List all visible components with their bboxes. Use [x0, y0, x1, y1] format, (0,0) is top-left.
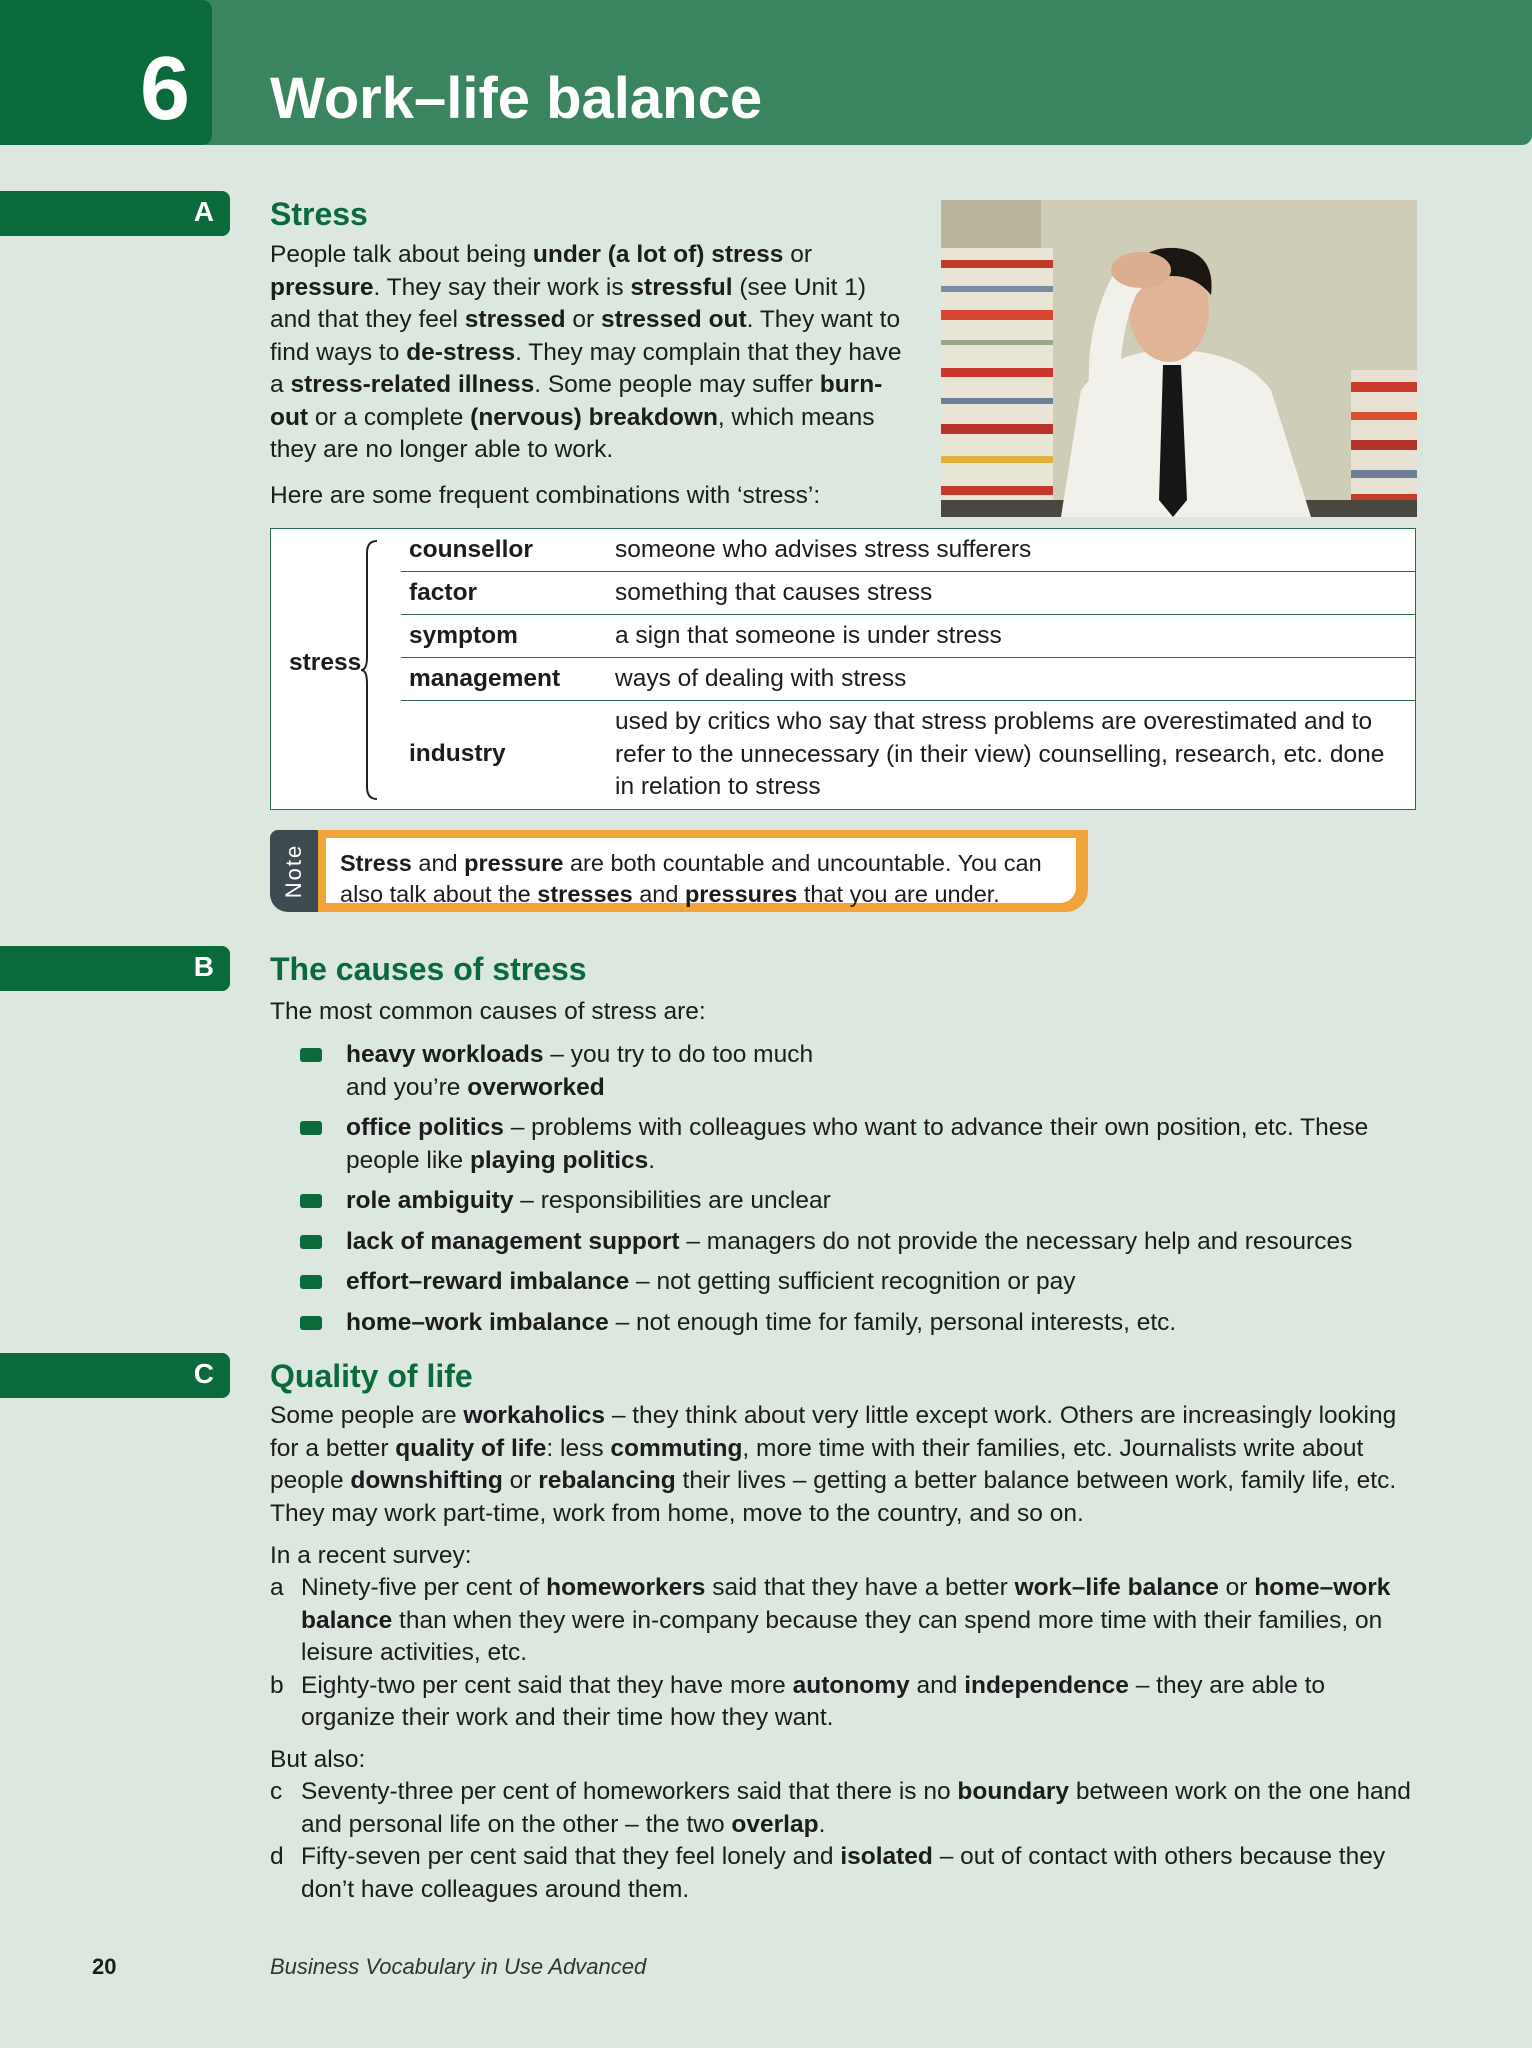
list-item: [300, 1226, 1420, 1259]
list-letter: b: [270, 1671, 284, 1699]
list-item-text: Fifty-seven per cent said that they feel lonely and isolated – out of contact with others because they don’t have colleagues around them.: [301, 1843, 1386, 1903]
table-definition: used by critics who say that stress problems are overestimated and to refer to the unnecessary (in their view) counselling, research, etc. done in relation to stress: [615, 708, 1385, 800]
stress-combinations-table: [270, 528, 1416, 810]
key-term: burn-out: [270, 371, 883, 431]
page-number: 20: [92, 1954, 117, 1979]
key-term: independence: [964, 1671, 1129, 1699]
key-term: stressful: [630, 273, 733, 301]
table-definition: something that causes stress: [615, 579, 933, 606]
note-text: Stress and pressure are both countable and uncountable. You can also talk about the stresses and pressures that you are under.: [326, 838, 1076, 903]
section-c-letter: C: [193, 1358, 214, 1389]
note-box: [318, 830, 1088, 912]
bullet-icon: [300, 1048, 322, 1062]
key-term: effort–reward imbalance: [346, 1268, 630, 1295]
section-c-paragraph: Some people are workaholics – they think about very little except work. Others are increasingly looking for a better quality of life: less commuting, more time with their families, etc. Journalists write about people downshifting or rebalancing their lives – getting a better balance between work, family life, etc. They may work part-time, work from home, move to the country, and so on.: [270, 1402, 1397, 1527]
book-title: Business Vocabulary in Use Advanced: [270, 1954, 647, 1979]
key-term: under (a lot of) stress: [532, 241, 784, 268]
section-b-heading: The causes of stress: [270, 951, 587, 987]
key-term: home–work imbalance: [346, 1308, 609, 1336]
list-item-text: lack of management support – managers do not provide the necessary help and resources: [346, 1227, 1353, 1255]
table-row: [401, 701, 1415, 809]
bullet-icon: [300, 1235, 322, 1249]
bullet-icon: [300, 1194, 322, 1208]
key-term: pressures: [684, 881, 798, 907]
table-row: [401, 572, 1415, 615]
stress-stem-word: stress: [289, 649, 362, 676]
key-term: office politics: [346, 1114, 504, 1141]
note-label: Note: [281, 843, 306, 899]
list-item-text: office politics – problems with colleagues who want to advance their own position, etc. These people like playing politics.: [346, 1114, 1369, 1174]
table-term: management: [409, 665, 561, 692]
section-a-tab: [0, 191, 230, 236]
table-definition: ways of dealing with stress: [615, 665, 907, 692]
key-term: role ambiguity: [346, 1187, 514, 1214]
section-a-letter: A: [193, 196, 214, 227]
table-term: counsellor: [409, 536, 533, 563]
key-term: (nervous) breakdown: [470, 403, 718, 431]
list-item: [300, 1185, 1420, 1218]
table-term: industry: [409, 740, 506, 767]
bullet-icon: [300, 1275, 322, 1289]
list-item-text: Seventy-three per cent of homeworkers said that there is no boundary between work on the one hand and personal life on the other – the two overlap.: [301, 1778, 1411, 1838]
section-c-heading: Quality of life: [270, 1358, 473, 1394]
survey-list-continued: [270, 1776, 1420, 1906]
section-a-combinations-intro: Here are some frequent combinations with ‘stress’:: [270, 482, 821, 509]
key-term: home–work balance: [301, 1574, 1391, 1634]
table-definition: a sign that someone is under stress: [615, 622, 1002, 649]
key-term: overworked: [467, 1073, 605, 1101]
list-item: [270, 1572, 1420, 1670]
key-term: quality of life: [395, 1434, 547, 1462]
key-term: workaholics: [463, 1402, 606, 1429]
key-term: isolated: [840, 1843, 933, 1870]
key-term: lack of management support: [346, 1227, 680, 1255]
section-c-tab: [0, 1353, 230, 1398]
key-term: pressure: [270, 273, 374, 301]
list-letter: c: [270, 1778, 283, 1805]
key-term: autonomy: [792, 1671, 910, 1699]
table-row: [401, 529, 1415, 572]
stress-causes-list: [300, 1039, 1420, 1339]
list-item: [300, 1266, 1420, 1299]
list-item-text: home–work imbalance – not enough time for family, personal interests, etc.: [346, 1308, 1177, 1336]
section-b-letter: B: [193, 951, 214, 982]
list-item: [300, 1112, 1420, 1177]
bullet-icon: [300, 1316, 322, 1330]
key-term: Stress: [340, 850, 412, 876]
key-term: playing politics: [469, 1146, 649, 1174]
unit-number: 6: [140, 39, 191, 139]
list-item-text: Eighty-two per cent said that they have more autonomy and independence – they are able to organize their work and their time how they want.: [301, 1671, 1326, 1731]
list-item-text: heavy workloads – you try to do too much and you’re overworked: [346, 1041, 814, 1101]
stressed-worker-photo: [941, 200, 1417, 517]
key-term: homeworkers: [546, 1574, 706, 1601]
table-term: symptom: [409, 622, 518, 649]
section-a-heading: Stress: [270, 196, 368, 232]
list-item-text: effort–reward imbalance – not getting sufficient recognition or pay: [346, 1268, 1076, 1295]
key-term: rebalancing: [538, 1467, 676, 1494]
but-also-label: But also:: [270, 1746, 366, 1773]
key-term: pressure: [464, 850, 564, 876]
key-term: overlap: [731, 1810, 819, 1838]
key-term: boundary: [957, 1778, 1070, 1805]
section-b-intro: The most common causes of stress are:: [270, 998, 706, 1025]
curly-brace-icon: [361, 539, 381, 801]
table-row: [401, 615, 1415, 658]
list-item: [300, 1039, 1420, 1104]
key-term: de-stress: [406, 338, 516, 366]
note-tab: [270, 830, 318, 912]
list-item-text: role ambiguity – responsibilities are unclear: [346, 1187, 831, 1214]
key-term: stress-related illness: [290, 371, 535, 398]
key-term: heavy workloads: [346, 1041, 544, 1068]
key-term: downshifting: [350, 1467, 503, 1494]
bullet-icon: [300, 1121, 322, 1135]
table-row: [401, 658, 1415, 701]
list-letter: a: [270, 1574, 284, 1601]
key-term: stressed out: [600, 306, 747, 333]
survey-list: [270, 1572, 1420, 1735]
list-item: [270, 1776, 1420, 1841]
section-a-paragraph: People talk about being under (a lot of) stress or pressure. They say their work is stressful (see Unit 1) and that they feel stressed or stressed out. They want to find ways to de-stress. They may complain that they have a stress-related illness. Some people may suffer burn-out or a complete (nervous) breakdown, which means they are no longer able to work.: [270, 241, 902, 463]
key-term: commuting: [610, 1434, 743, 1462]
key-term: work–life balance: [1014, 1574, 1219, 1601]
list-item: [270, 1670, 1420, 1735]
list-letter: d: [270, 1843, 284, 1870]
unit-header: [0, 0, 1532, 145]
list-item: [300, 1307, 1420, 1340]
unit-number-box: [0, 0, 212, 145]
list-item-text: Ninety-five per cent of homeworkers said that they have a better work–life balance or home–work balance than when they were in-company because they can spend more time with their families, on leisure activities, etc.: [301, 1574, 1391, 1666]
unit-title: Work–life balance: [270, 66, 763, 131]
key-term: stresses: [537, 881, 633, 907]
section-b-tab: [0, 946, 230, 991]
list-item: [270, 1841, 1420, 1906]
key-term: stressed: [464, 306, 566, 333]
table-term: factor: [409, 579, 478, 606]
table-definition: someone who advises stress sufferers: [615, 536, 1032, 563]
survey-intro: In a recent survey:: [270, 1542, 472, 1569]
